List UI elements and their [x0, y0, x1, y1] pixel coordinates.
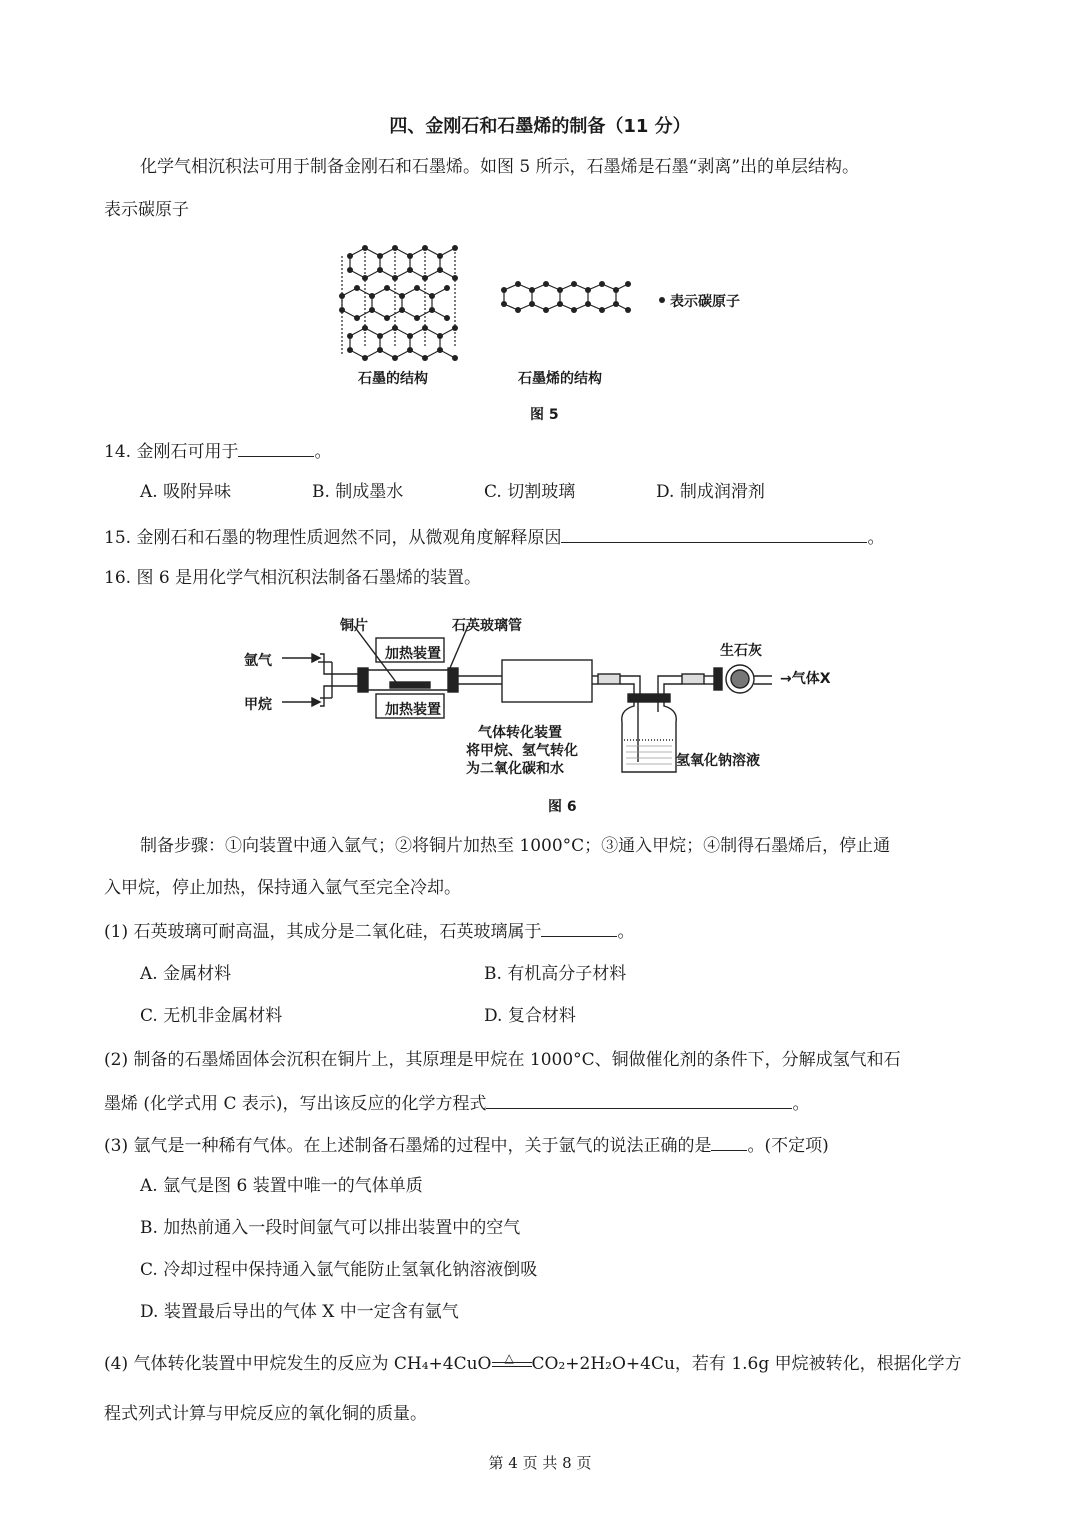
figure6-converter-line-1: 气体转化装置: [478, 725, 562, 741]
p2-line-2: [104, 1090, 809, 1116]
page-footer: 第 4 页 共 8 页: [488, 1454, 592, 1472]
q14-option-c: C. 切割玻璃: [484, 482, 576, 502]
figure6-converter-line-2: 将甲烷、氢气转化: [466, 743, 578, 759]
p3-option-a: A. 氩气是图 6 装置中唯一的气体单质: [140, 1176, 423, 1196]
p3-option-b: B. 加热前通入一段时间氩气可以排出装置中的空气: [140, 1218, 521, 1238]
p2-answer-blank[interactable]: [486, 1090, 792, 1109]
figure6-converter-line-3: 为二氧化碳和水: [466, 761, 564, 777]
figure6-naoh-label: 氢氧化钠溶液: [676, 753, 760, 769]
figure5-caption: 图 5: [530, 407, 559, 423]
steps-line-2: 入甲烷，停止加热，保持通入氩气至完全冷却。: [104, 878, 461, 898]
q14-stem-text: 14. 金刚石可用于: [104, 442, 239, 462]
q14-end: 。: [314, 442, 332, 462]
figure6-methane-label: 甲烷: [244, 697, 272, 713]
figure6-quartz-label: 石英玻璃管: [452, 618, 522, 634]
q14-stem: [104, 438, 331, 464]
figure5-graphene-structure: [498, 280, 634, 320]
figure6-gas-x-label: →气体X: [780, 671, 831, 687]
figure6-heater-top-label: 加热装置: [385, 646, 441, 662]
p3-stem-text: (3) 氩气是一种稀有气体。在上述制备石墨烯的过程中，关于氩气的说法正确的是: [104, 1136, 712, 1156]
figure5-legend: 表示碳原子: [670, 294, 740, 310]
steps-line-1: 制备步骤：①向装置中通入氩气；②将铜片加热至 1000°C；③通入甲烷；④制得石墨烯后，停止通: [140, 836, 891, 856]
p3-answer-blank[interactable]: [711, 1132, 747, 1151]
p3-option-d: D. 装置最后导出的气体 X 中一定含有氩气: [140, 1302, 459, 1322]
reaction-condition-heat: [492, 1350, 532, 1372]
p4-post: CO₂+2H₂O+4Cu，若有 1.6g 甲烷被转化，根据化学方: [531, 1354, 962, 1374]
p3-end: 。(不定项): [747, 1136, 829, 1156]
p1-answer-blank[interactable]: [541, 918, 617, 937]
p2-line-1: (2) 制备的石墨烯固体会沉积在铜片上，其原理是甲烷在 1000°C、铜做催化剂的条件下，分解成氢气和石: [104, 1050, 901, 1070]
p1-end: 。: [617, 922, 635, 942]
figure6-quicklime-label: 生石灰: [720, 643, 762, 659]
p4-line-1: [104, 1352, 962, 1376]
section-title: 四、金刚石和石墨烯的制备（11 分）: [389, 116, 691, 137]
q14-option-b: B. 制成墨水: [312, 482, 404, 502]
figure5-graphite-label: 石墨的结构: [358, 371, 428, 387]
p1-option-c: C. 无机非金属材料: [140, 1006, 283, 1026]
p2-end: 。: [792, 1094, 810, 1114]
p2-line-2-text: 墨烯 (化学式用 C 表示)，写出该反应的化学方程式: [104, 1094, 487, 1114]
carbon-atom-dot-icon: [659, 297, 665, 303]
p3-option-c: C. 冷却过程中保持通入氩气能防止氢氧化钠溶液倒吸: [140, 1260, 538, 1280]
figure6-copper-label: 铜片: [340, 618, 368, 634]
figure5-graphite-structure: [330, 236, 470, 366]
q14-option-d: D. 制成润滑剂: [656, 482, 765, 502]
q15-stem: [104, 524, 884, 550]
p1-option-b: B. 有机高分子材料: [484, 964, 627, 984]
q15-end: 。: [867, 528, 885, 548]
p4-line-2: 程式列式计算与甲烷反应的氧化铜的质量。: [104, 1404, 427, 1424]
p4-pre: (4) 气体转化装置中甲烷发生的反应为 CH₄+4CuO: [104, 1354, 492, 1374]
q16-stem: 16. 图 6 是用化学气相沉积法制备石墨烯的装置。: [104, 568, 482, 588]
q15-stem-text: 15. 金刚石和石墨的物理性质迥然不同，从微观角度解释原因: [104, 528, 562, 548]
figure6-caption: 图 6: [548, 799, 577, 815]
p1-stem: [104, 918, 634, 944]
q14-answer-blank[interactable]: [238, 438, 314, 457]
p1-stem-text: (1) 石英玻璃可耐高温，其成分是二氧化硅，石英玻璃属于: [104, 922, 542, 942]
p3-stem: [104, 1132, 829, 1158]
q15-answer-blank[interactable]: [561, 524, 867, 543]
intro-line-2: 表示碳原子: [104, 200, 189, 220]
figure6-heater-bottom-label: 加热装置: [385, 702, 441, 718]
figure5-graphene-label: 石墨烯的结构: [518, 371, 602, 387]
q14-option-a: A. 吸附异味: [140, 482, 232, 502]
p1-option-d: D. 复合材料: [484, 1006, 576, 1026]
figure6-argon-label: 氩气: [244, 653, 272, 669]
heat-triangle-icon: △: [504, 1350, 514, 1365]
p1-option-a: A. 金属材料: [140, 964, 232, 984]
intro-line-1: 化学气相沉积法可用于制备金刚石和石墨烯。如图 5 所示，石墨烯是石墨“剥离”出的单层结构。: [140, 157, 860, 177]
